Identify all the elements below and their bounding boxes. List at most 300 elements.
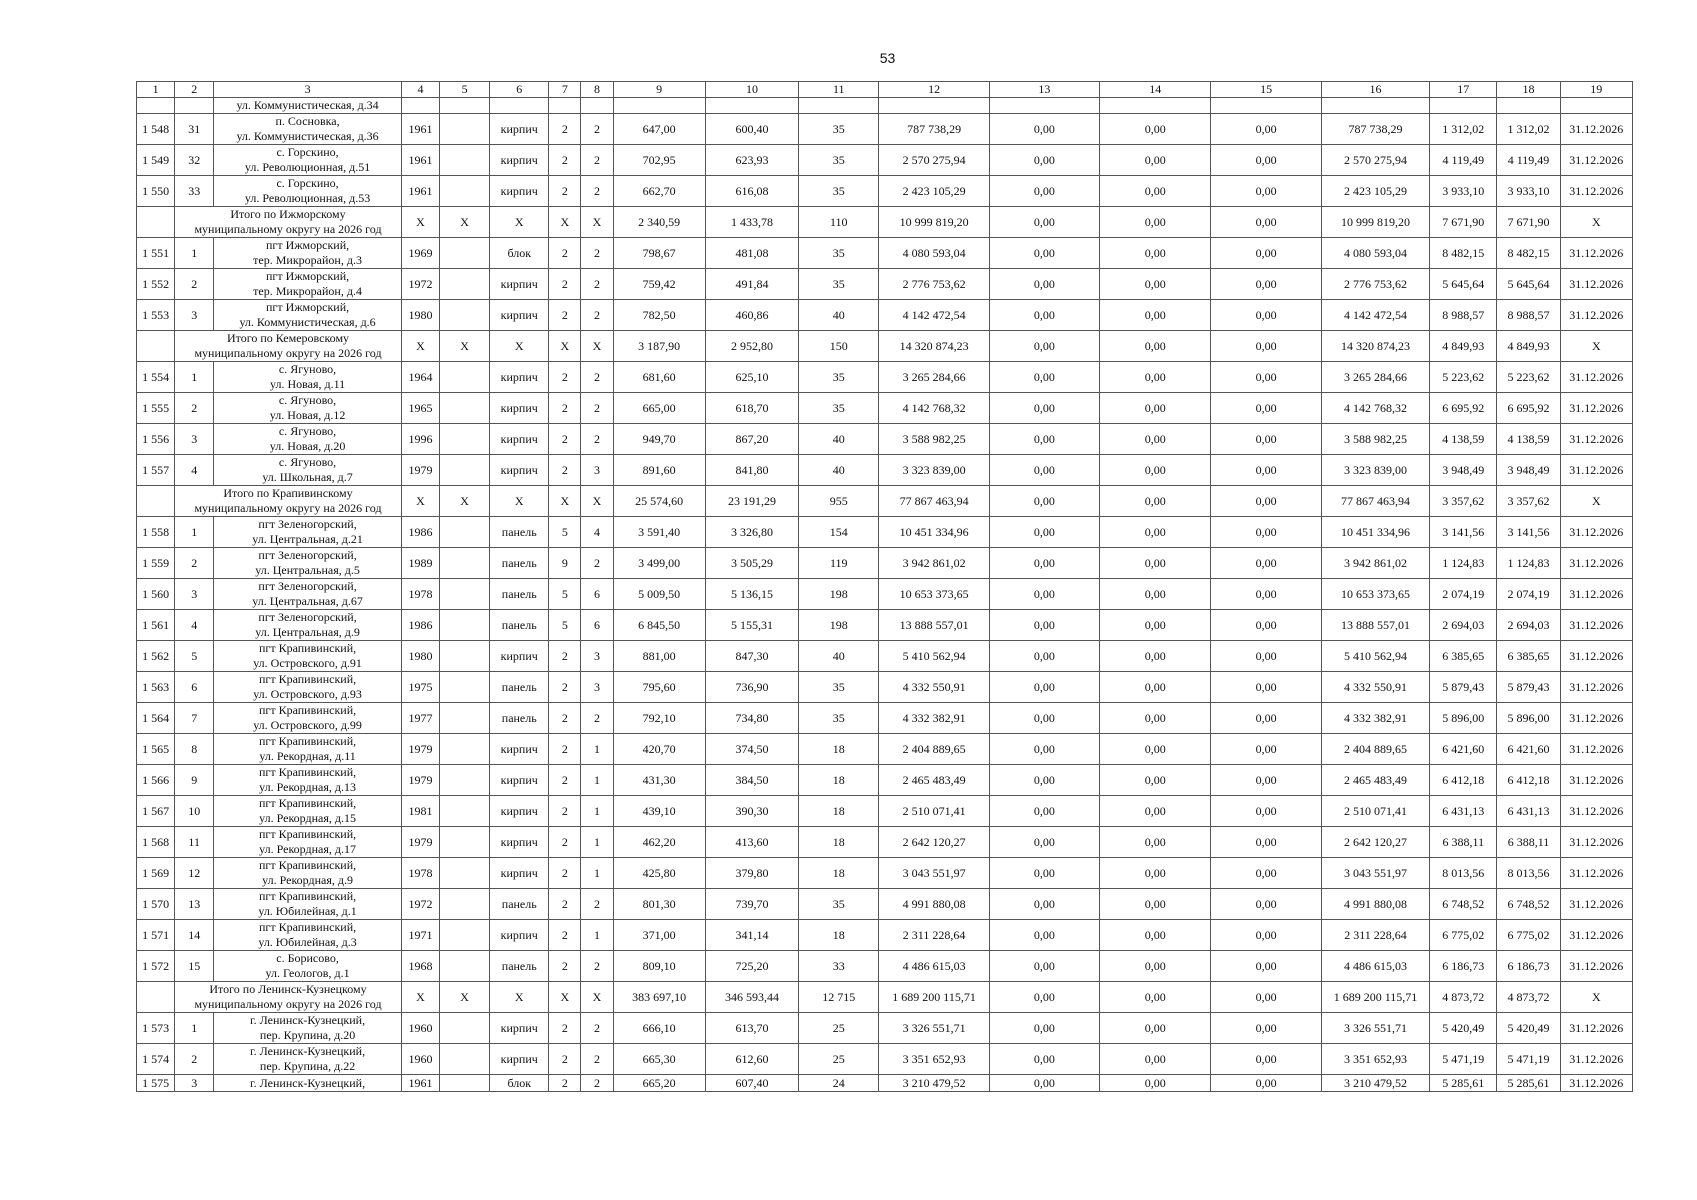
empty-cell [490,98,549,114]
address-cell [214,455,402,486]
cell-c5 [440,703,490,734]
cell-c14: 0,00 [1100,362,1211,393]
cell-c5 [440,269,490,300]
cell-c17: 3 357,62 [1430,486,1497,517]
cell-c8: 2 [581,362,613,393]
cell-c19: 31.12.2026 [1560,362,1632,393]
cell-c10: 1 433,78 [705,207,798,238]
cell-c7: 2 [549,362,581,393]
cell-c12: 10 451 334,96 [879,517,989,548]
cell-c19: 31.12.2026 [1560,455,1632,486]
row-number: 1 553 [137,300,175,331]
cell-c18: 5 420,49 [1497,1013,1560,1044]
address-street: тер. Микрорайон, д.3 [253,253,362,267]
cell-c7: X [549,486,581,517]
row-number: 1 552 [137,269,175,300]
cell-c7: X [549,207,581,238]
cell-c4: 1961 [401,176,439,207]
group-number: 6 [175,672,214,703]
cell-c5 [440,424,490,455]
table-row [137,145,1633,176]
cell-c13: 0,00 [989,424,1099,455]
cell-c17: 6 431,13 [1430,796,1497,827]
address-cell [214,796,402,827]
cell-c18: 3 141,56 [1497,517,1560,548]
subtotal-label [175,486,402,517]
cell-c13: 0,00 [989,176,1099,207]
cell-c19: 31.12.2026 [1560,269,1632,300]
cell-c4: 1986 [401,610,439,641]
cell-c16: 4 991 880,08 [1321,889,1429,920]
cell-c6: X [490,982,549,1013]
cell-c14: 0,00 [1100,703,1211,734]
cell-c16: 13 888 557,01 [1321,610,1429,641]
cell-c5 [440,579,490,610]
cell-c17: 1 124,83 [1430,548,1497,579]
cell-c18: 1 124,83 [1497,548,1560,579]
cell-c7: 9 [549,548,581,579]
cell-c8: X [581,207,613,238]
cell-c17: 7 671,90 [1430,207,1497,238]
cell-c9: 681,60 [613,362,705,393]
cell-c19: 31.12.2026 [1560,858,1632,889]
cell-c14: 0,00 [1100,641,1211,672]
cell-c13: 0,00 [989,889,1099,920]
cell-c5 [440,858,490,889]
cell-c10: 616,08 [705,176,798,207]
cell-c19: 31.12.2026 [1560,114,1632,145]
cell-c17: 3 933,10 [1430,176,1497,207]
cell-c5 [440,238,490,269]
cell-c6: X [490,207,549,238]
cell-c10: 600,40 [705,114,798,145]
cell-c9: 439,10 [613,796,705,827]
continued-row [137,98,1633,114]
group-number: 1 [175,362,214,393]
column-number: 18 [1497,82,1560,98]
cell-c13: 0,00 [989,362,1099,393]
cell-c7: 2 [549,858,581,889]
cell-c8: 2 [581,548,613,579]
cell-c14: 0,00 [1100,796,1211,827]
cell-c11: 35 [799,703,879,734]
cell-c13: 0,00 [989,393,1099,424]
address-cell [214,393,402,424]
cell-c15: 0,00 [1211,641,1321,672]
cell-c18: 6 388,11 [1497,827,1560,858]
cell-c8: 2 [581,703,613,734]
cell-c12: 4 332 382,91 [879,703,989,734]
cell-c10: 413,60 [705,827,798,858]
cell-c7: 2 [549,951,581,982]
cell-c15: 0,00 [1211,827,1321,858]
cell-c8: 6 [581,579,613,610]
cell-c4: 1989 [401,548,439,579]
address-street: ул. Центральная, д.5 [255,563,360,577]
address-locality: п. Сосновка, [275,114,340,128]
cell-c17: 3 141,56 [1430,517,1497,548]
address-locality: пгт Крапивинский, [259,796,357,810]
cell-c19: 31.12.2026 [1560,517,1632,548]
cell-c6: панель [490,672,549,703]
cell-c7: 2 [549,1013,581,1044]
table-row [137,889,1633,920]
cell-c9: 6 845,50 [613,610,705,641]
address-cell [214,517,402,548]
address-cell [214,145,402,176]
address-locality: с. Ягуново, [278,455,337,469]
subtotal-label-line: муниципальному округу на 2026 год [194,997,382,1011]
address-locality: с. Ягуново, [278,424,337,438]
cell-c18: 1 312,02 [1497,114,1560,145]
cell-c11: 25 [799,1044,879,1075]
cell-c19: 31.12.2026 [1560,424,1632,455]
cell-c16: 3 265 284,66 [1321,362,1429,393]
subtotal-row [137,982,1633,1013]
cell-c8: 2 [581,300,613,331]
cell-c16: 3 588 982,25 [1321,424,1429,455]
cell-c13: 0,00 [989,734,1099,765]
cell-c6: кирпич [490,145,549,176]
cell-c9: 665,00 [613,393,705,424]
empty-cell [440,98,490,114]
empty-cell [989,98,1099,114]
table-body [137,82,1633,1092]
subtotal-label [175,982,402,1013]
table-row [137,858,1633,889]
cell-c6: панель [490,548,549,579]
group-number: 12 [175,858,214,889]
cell-c16: 2 311 228,64 [1321,920,1429,951]
cell-c8: 2 [581,114,613,145]
cell-c6: кирпич [490,641,549,672]
cell-c8: 6 [581,610,613,641]
table-row [137,455,1633,486]
address-cell [214,269,402,300]
cell-c19: 31.12.2026 [1560,703,1632,734]
cell-c19: X [1560,207,1632,238]
cell-c15: 0,00 [1211,145,1321,176]
cell-c5 [440,920,490,951]
cell-c12: 2 404 889,65 [879,734,989,765]
row-number: 1 556 [137,424,175,455]
cell-c11: 35 [799,362,879,393]
cell-c11: 12 715 [799,982,879,1013]
subtotal-label-line: муниципальному округу на 2026 год [194,501,382,515]
group-number: 8 [175,734,214,765]
cell-c16: 2 465 483,49 [1321,765,1429,796]
address-cell [214,1044,402,1075]
address-cell [214,610,402,641]
row-number: 1 548 [137,114,175,145]
cell-c6: кирпич [490,827,549,858]
cell-c13: 0,00 [989,486,1099,517]
address-locality: пгт Крапивинский, [259,858,357,872]
subtotal-row [137,486,1633,517]
row-number: 1 562 [137,641,175,672]
cell-c8: 3 [581,641,613,672]
cell-c8: X [581,982,613,1013]
cell-c10: 481,08 [705,238,798,269]
cell-c4: 1981 [401,796,439,827]
column-number: 2 [175,82,214,98]
group-number: 2 [175,548,214,579]
cell-c18: 6 775,02 [1497,920,1560,951]
cell-c18: 4 138,59 [1497,424,1560,455]
cell-c10: 612,60 [705,1044,798,1075]
cell-c19: 31.12.2026 [1560,734,1632,765]
empty-cell [879,98,989,114]
cell-c18: 8 988,57 [1497,300,1560,331]
address-locality: г. Ленинск-Кузнецкий, [250,1044,366,1058]
cell-c12: 1 689 200 115,71 [879,982,989,1013]
cell-c12: 10 999 819,20 [879,207,989,238]
address-cell [214,734,402,765]
cell-c6: блок [490,1075,549,1092]
table-row [137,951,1633,982]
cell-c8: 4 [581,517,613,548]
table-row [137,610,1633,641]
row-number: 1 574 [137,1044,175,1075]
cell-c12: 4 332 550,91 [879,672,989,703]
address-cell [214,920,402,951]
cell-c18: 5 471,19 [1497,1044,1560,1075]
group-number: 2 [175,393,214,424]
cell-c13: 0,00 [989,579,1099,610]
cell-c5 [440,1044,490,1075]
cell-c17: 6 695,92 [1430,393,1497,424]
cell-c5: X [440,331,490,362]
cell-c4: 1979 [401,734,439,765]
row-number: 1 566 [137,765,175,796]
cell-c11: 24 [799,1075,879,1092]
cell-c17: 1 312,02 [1430,114,1497,145]
address-locality: пгт Крапивинский, [259,672,357,686]
cell-c16: 10 653 373,65 [1321,579,1429,610]
cell-c17: 4 119,49 [1430,145,1497,176]
cell-c4: X [401,207,439,238]
address-locality: г. Ленинск-Кузнецкий, [250,1013,366,1027]
row-number: 1 558 [137,517,175,548]
cell-c5 [440,362,490,393]
cell-c6: кирпич [490,765,549,796]
address-cell [214,548,402,579]
cell-c12: 3 351 652,93 [879,1044,989,1075]
cell-c16: 2 776 753,62 [1321,269,1429,300]
row-number: 1 575 [137,1075,175,1092]
address-street: ул. Новая, д.12 [269,408,346,422]
cell-c8: 2 [581,145,613,176]
address-street: ул. Островского, д.93 [253,687,362,701]
cell-c7: 2 [549,703,581,734]
subtotal-label [175,331,402,362]
cell-c10: 23 191,29 [705,486,798,517]
address-street: ул. Коммунистическая, д.6 [239,315,376,329]
cell-c12: 2 465 483,49 [879,765,989,796]
cell-c9: 462,20 [613,827,705,858]
cell-c17: 5 645,64 [1430,269,1497,300]
cell-c8: 1 [581,765,613,796]
cell-c8: 3 [581,672,613,703]
cell-c11: 955 [799,486,879,517]
cell-c11: 35 [799,269,879,300]
address-cell [214,1013,402,1044]
cell-c11: 18 [799,765,879,796]
cell-c9: 792,10 [613,703,705,734]
cell-c9: 371,00 [613,920,705,951]
cell-c18: 4 119,49 [1497,145,1560,176]
address-street: ул. Центральная, д.21 [252,532,363,546]
cell-c14: 0,00 [1100,920,1211,951]
cell-c12: 3 942 861,02 [879,548,989,579]
cell-c5 [440,796,490,827]
cell-c5 [440,548,490,579]
cell-c8: 1 [581,796,613,827]
cell-c11: 40 [799,641,879,672]
cell-c9: 798,67 [613,238,705,269]
table-row [137,796,1633,827]
cell-c15: 0,00 [1211,207,1321,238]
cell-c19: 31.12.2026 [1560,796,1632,827]
empty-cell [705,98,798,114]
cell-c17: 5 420,49 [1430,1013,1497,1044]
address-cell [214,827,402,858]
cell-c13: 0,00 [989,517,1099,548]
cell-c19: 31.12.2026 [1560,920,1632,951]
cell-c11: 35 [799,145,879,176]
group-number: 33 [175,176,214,207]
cell-c12: 2 642 120,27 [879,827,989,858]
cell-c19: 31.12.2026 [1560,610,1632,641]
table-row [137,765,1633,796]
cell-c14: 0,00 [1100,517,1211,548]
cell-c7: 2 [549,796,581,827]
address-street: ул. Революционная, д.51 [244,160,371,174]
cell-c12: 4 991 880,08 [879,889,989,920]
row-number: 1 559 [137,548,175,579]
group-number: 4 [175,455,214,486]
group-number: 31 [175,114,214,145]
table-row [137,920,1633,951]
cell-c12: 2 776 753,62 [879,269,989,300]
column-number: 19 [1560,82,1632,98]
cell-c6: панель [490,610,549,641]
cell-c9: 665,30 [613,1044,705,1075]
cell-c16: 2 423 105,29 [1321,176,1429,207]
cell-c14: 0,00 [1100,672,1211,703]
cell-c12: 3 323 839,00 [879,455,989,486]
cell-c18: 5 896,00 [1497,703,1560,734]
cell-c4: X [401,331,439,362]
group-number: 5 [175,641,214,672]
cell-c13: 0,00 [989,982,1099,1013]
cell-c16: 3 043 551,97 [1321,858,1429,889]
cell-c13: 0,00 [989,145,1099,176]
cell-c12: 2 311 228,64 [879,920,989,951]
cell-c9: 949,70 [613,424,705,455]
cell-c17: 2 074,19 [1430,579,1497,610]
cell-c13: 0,00 [989,672,1099,703]
cell-c10: 739,70 [705,889,798,920]
cell-c19: 31.12.2026 [1560,672,1632,703]
cell-c14: 0,00 [1100,889,1211,920]
cell-c13: 0,00 [989,331,1099,362]
address-cell [214,424,402,455]
cell-c19: 31.12.2026 [1560,641,1632,672]
group-number: 11 [175,827,214,858]
cell-c4: 1977 [401,703,439,734]
cell-c14: 0,00 [1100,858,1211,889]
cell-c7: 5 [549,579,581,610]
cell-c10: 623,93 [705,145,798,176]
cell-c10: 613,70 [705,1013,798,1044]
cell-c14: 0,00 [1100,548,1211,579]
cell-c10: 734,80 [705,703,798,734]
cell-c17: 5 285,61 [1430,1075,1497,1092]
cell-c15: 0,00 [1211,300,1321,331]
group-number: 10 [175,796,214,827]
cell-c12: 2 570 275,94 [879,145,989,176]
table-row [137,238,1633,269]
row-number: 1 569 [137,858,175,889]
cell-c19: 31.12.2026 [1560,827,1632,858]
group-number: 13 [175,889,214,920]
cell-c5 [440,300,490,331]
cell-c18: 7 671,90 [1497,207,1560,238]
cell-c11: 35 [799,114,879,145]
group-number: 7 [175,703,214,734]
column-number: 14 [1100,82,1211,98]
cell-c14: 0,00 [1100,1075,1211,1092]
cell-c7: 2 [549,1075,581,1092]
cell-c5 [440,827,490,858]
row-number: 1 560 [137,579,175,610]
cell-c15: 0,00 [1211,455,1321,486]
cell-c18: 2 074,19 [1497,579,1560,610]
cell-c10: 390,30 [705,796,798,827]
cell-c10: 736,90 [705,672,798,703]
cell-c17: 5 223,62 [1430,362,1497,393]
cell-c5 [440,455,490,486]
cell-c18: 5 285,61 [1497,1075,1560,1092]
row-number: 1 551 [137,238,175,269]
address-street: ул. Геологов, д.1 [265,966,350,980]
cell-c9: 759,42 [613,269,705,300]
cell-c4: 1965 [401,393,439,424]
cell-c4: 1960 [401,1013,439,1044]
cell-c7: X [549,331,581,362]
address-street: ул. Новая, д.11 [269,377,346,391]
cell-c7: 2 [549,176,581,207]
column-number: 6 [490,82,549,98]
address-street: ул. Центральная, д.9 [255,625,360,639]
cell-c12: 3 210 479,52 [879,1075,989,1092]
address-cell [214,889,402,920]
cell-c8: X [581,486,613,517]
empty-cell [581,98,613,114]
cell-c19: 31.12.2026 [1560,1075,1632,1092]
cell-c10: 346 593,44 [705,982,798,1013]
cell-c18: 8 482,15 [1497,238,1560,269]
cell-c16: 2 510 071,41 [1321,796,1429,827]
cell-c8: 2 [581,1013,613,1044]
cell-c14: 0,00 [1100,455,1211,486]
cell-c11: 198 [799,610,879,641]
cell-c15: 0,00 [1211,1044,1321,1075]
cell-c15: 0,00 [1211,610,1321,641]
row-number: 1 573 [137,1013,175,1044]
cell-c4: 1971 [401,920,439,951]
